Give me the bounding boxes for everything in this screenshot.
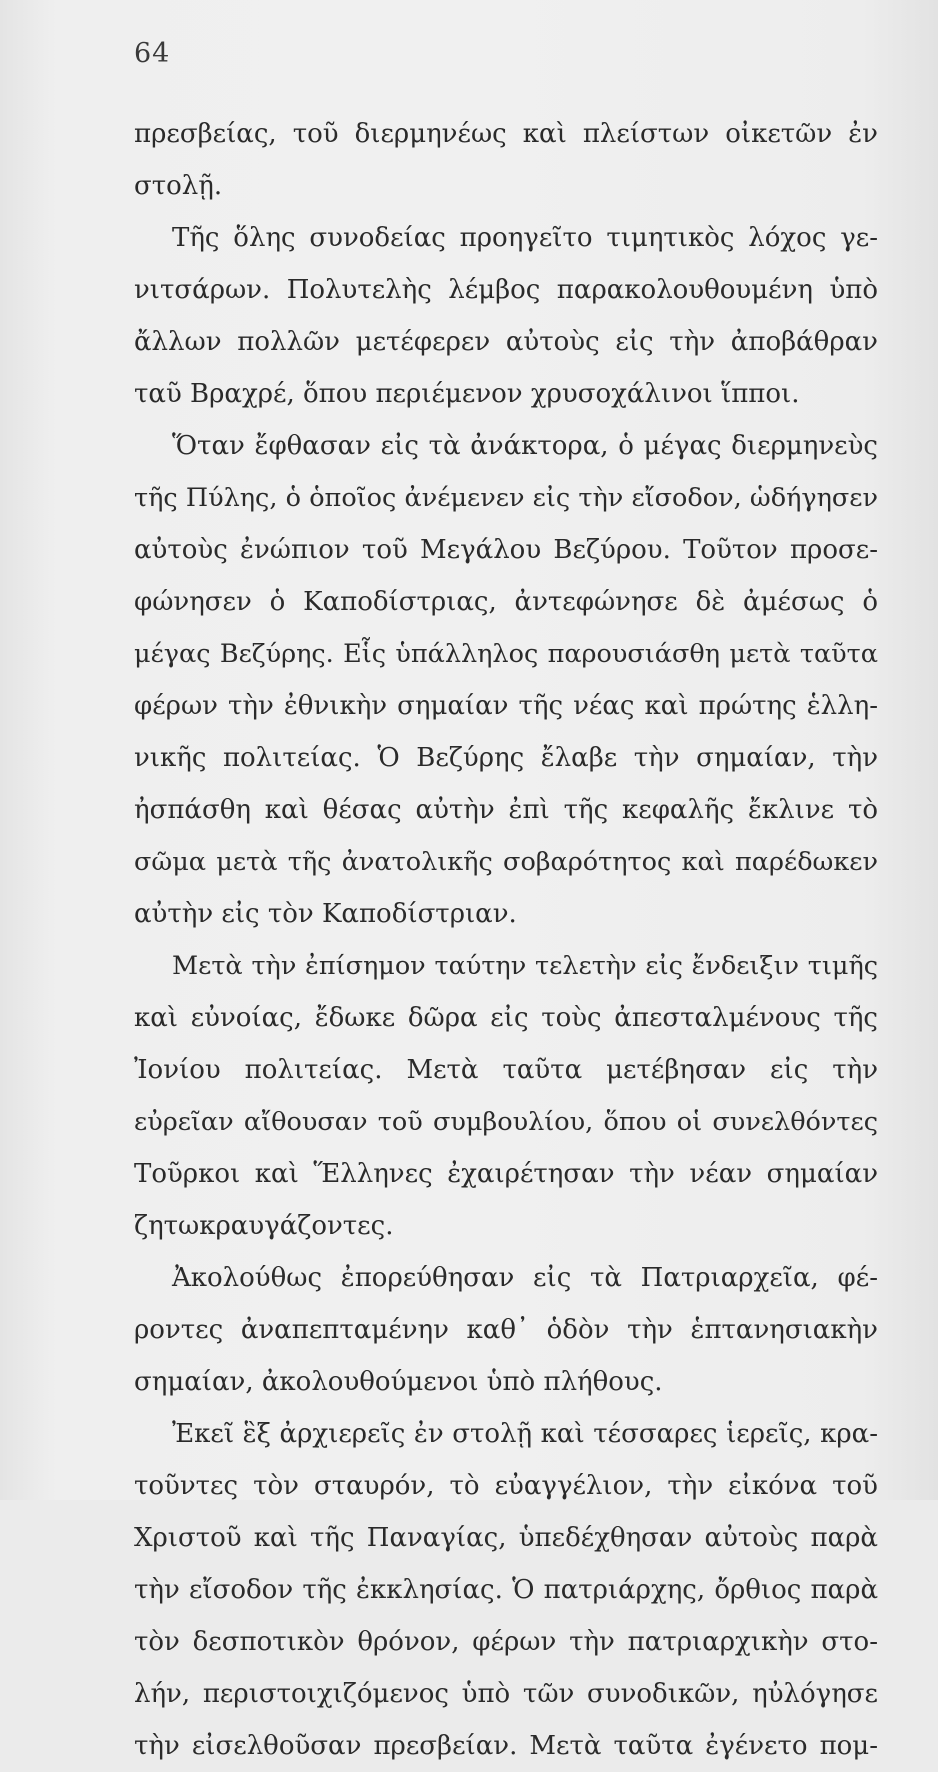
text-line: σημαίαν, ἀκολουθούμενοι ὑπὸ πλήθους.	[134, 1367, 663, 1397]
text-line: ἄλλων πολλῶν μετέφερεν αὐτοὺς εἰς τὴν ἀποβάθραν	[134, 327, 878, 357]
text-line: Χριστοῦ καὶ τῆς Παναγίας, ὑπεδέχθησαν αὐτοὺς παρὰ	[134, 1523, 878, 1553]
text-line: πρεσβείας, τοῦ διερμηνέως καὶ πλείστων οἰκετῶν ἐν	[134, 119, 878, 149]
text-line: Τοῦρκοι καὶ Ἕλληνες ἐχαιρέτησαν τὴν νέαν σημαίαν	[134, 1159, 878, 1189]
body-text	[134, 108, 878, 1772]
text-line: Ἀκολούθως ἐπορεύθησαν εἰς τὰ Πατριαρχεῖα, φέ-	[172, 1263, 878, 1293]
text-line: σῶμα μετὰ τῆς ἀνατολικῆς σοβαρότητος καὶ παρέδωκεν	[134, 847, 878, 877]
text-line: φέρων τὴν ἐθνικὴν σημαίαν τῆς νέας καὶ πρώτης ἑλλη-	[134, 691, 878, 721]
text-line: καὶ εὐνοίας, ἔδωκε δῶρα εἰς τοὺς ἀπεσταλμένους τῆς	[134, 1003, 878, 1033]
text-line: τὸν δεσποτικὸν θρόνον, φέρων τὴν πατριαρχικὴν στο-	[134, 1627, 878, 1657]
text-line: τοῦντες τὸν σταυρόν, τὸ εὐαγγέλιον, τὴν εἰκόνα τοῦ	[134, 1471, 878, 1501]
text-line: ἠσπάσθη καὶ θέσας αὐτὴν ἐπὶ τῆς κεφαλῆς ἔκλινε τὸ	[134, 795, 878, 825]
text-line: ζητωκραυγάζοντες.	[134, 1211, 394, 1241]
page-number: 64	[134, 38, 171, 69]
text-line: Τῆς ὅλης συνοδείας προηγεῖτο τιμητικὸς λόχος γε-	[172, 223, 878, 253]
text-line: Μετὰ τὴν ἐπίσημον ταύτην τελετὴν εἰς ἔνδειξιν τιμῆς	[172, 951, 878, 981]
text-line: ροντες ἀναπεπταμένην καθ᾽ ὁδὸν τὴν ἑπτανησιακὴν	[134, 1315, 878, 1345]
text-line: Ἐκεῖ ἓξ ἀρχιερεῖς ἐν στολῇ καὶ τέσσαρες ἱερεῖς, κρα-	[172, 1419, 878, 1449]
text-line: φώνησεν ὁ Καποδίστριας, ἀντεφώνησε δὲ ἀμέσως ὁ	[134, 587, 878, 617]
text-line: τὴν εἰσελθοῦσαν πρεσβείαν. Μετὰ ταῦτα ἐγένετο πομ-	[134, 1731, 878, 1761]
text-line: ταῦ Βραχρέ, ὅπου περιέμενον χρυσοχάλινοι ἵπποι.	[134, 379, 800, 409]
text-line: αὐτὴν εἰς τὸν Καποδίστριαν.	[134, 899, 517, 929]
text-line: τῆς Πύλης, ὁ ὁποῖος ἀνέμενεν εἰς τὴν εἴσοδον, ὡδήγησεν	[134, 483, 878, 513]
text-line: νικῆς πολιτείας. Ὁ Βεζύρης ἔλαβε τὴν σημαίαν, τὴν	[134, 743, 878, 773]
text-line: λήν, περιστοιχιζόμενος ὑπὸ τῶν συνοδικῶν, ηὐλόγησε	[134, 1679, 878, 1709]
text-line: Ὅταν ἔφθασαν εἰς τὰ ἀνάκτορα, ὁ μέγας διερμηνεὺς	[172, 431, 878, 461]
text-line: Ἰονίου πολιτείας. Μετὰ ταῦτα μετέβησαν εἰς τὴν	[134, 1055, 878, 1085]
text-line: εὐρεῖαν αἴθουσαν τοῦ συμβουλίου, ὅπου οἱ συνελθόντες	[134, 1107, 878, 1137]
text-line: τὴν εἴσοδον τῆς ἐκκλησίας. Ὁ πατριάρχης, ὄρθιος παρὰ	[134, 1575, 878, 1605]
text-line: στολῇ.	[134, 171, 223, 201]
text-line: μέγας Βεζύρης. Εἷς ὑπάλληλος παρουσιάσθη μετὰ ταῦτα	[134, 639, 878, 669]
text-line: νιτσάρων. Πολυτελὴς λέμβος παρακολουθουμένη ὑπὸ	[134, 275, 878, 305]
text-line: αὐτοὺς ἐνώπιον τοῦ Μεγάλου Βεζύρου. Τοῦτον προσε-	[134, 535, 878, 565]
